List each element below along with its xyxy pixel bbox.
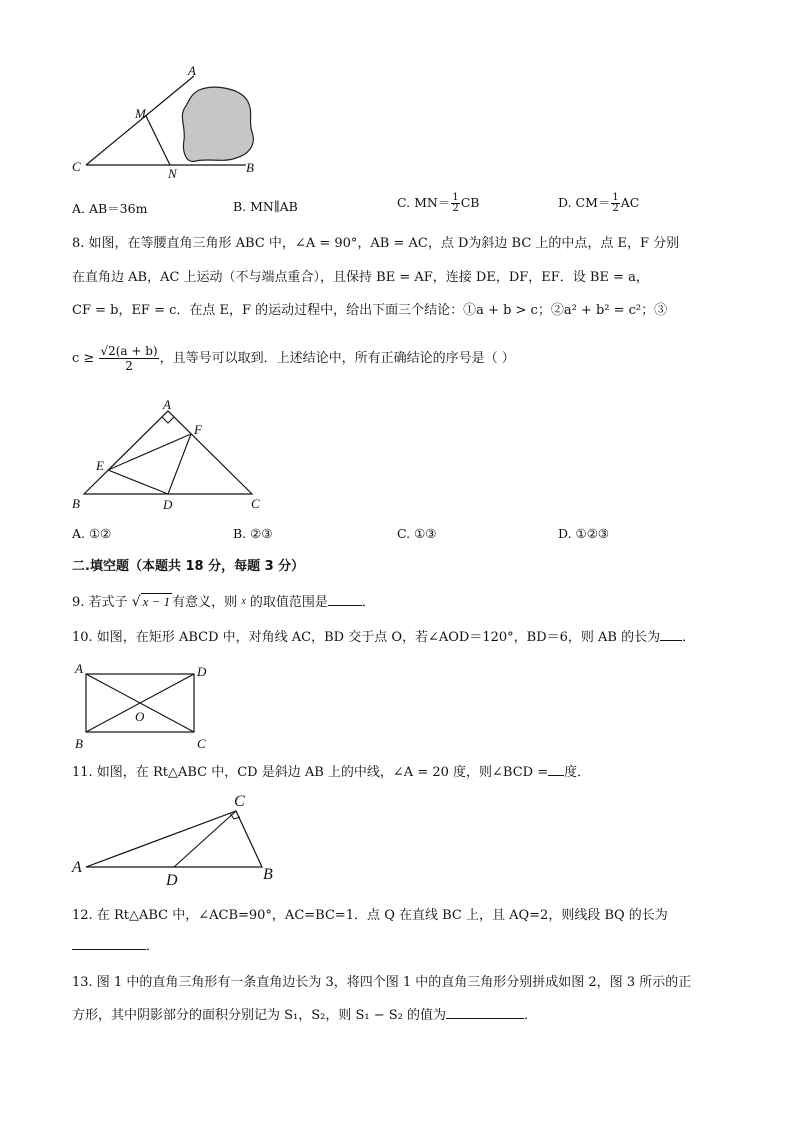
q8-option-a: A. ①② <box>72 526 112 541</box>
q12-answer-blank <box>72 949 146 950</box>
q7-pond-blob <box>182 87 253 161</box>
q11-suffix: 度． <box>564 765 591 780</box>
q11-label-D: D <box>166 872 178 889</box>
q8-fraction: $\frac{√2(a + b)}{2}$ <box>100 344 158 373</box>
q12-period: ． <box>146 939 160 954</box>
q10-line <box>72 629 695 647</box>
q7-option-c-fraction: $\frac{1}{2}$ <box>452 192 459 214</box>
q11-median-CD <box>174 811 236 867</box>
q7-option-c <box>397 193 479 214</box>
q10-answer-blank <box>660 640 682 641</box>
q13-line-2 <box>72 1007 537 1025</box>
q11-figure <box>64 786 294 890</box>
q12-line: 12. 在 Rt△ABC 中，∠ACB=90°，AC=BC=1．点 Q 在直线 BC 上，且 AQ=2，则线段 BQ 的长为 <box>72 908 668 923</box>
q7-option-d-suffix: AC <box>620 195 640 210</box>
q8-option-b: B. ②③ <box>233 526 273 541</box>
q8-label-A: A <box>163 397 171 412</box>
q9-answer-blank <box>328 605 362 606</box>
q11-label-B: B <box>263 866 273 883</box>
q8-option-d: D. ①②③ <box>558 526 610 541</box>
q7-label-A: A <box>188 63 196 78</box>
q8-label-D: D <box>163 497 173 512</box>
q7-option-d-fraction: $\frac{1}{2}$ <box>612 192 619 214</box>
q9-suffix: 的取值范围是 <box>249 595 328 610</box>
sqrt-sign: √ <box>131 594 141 610</box>
q8-segment-ED <box>108 470 168 494</box>
q13-answer-blank <box>446 1018 524 1019</box>
q8-label-B: B <box>72 496 80 511</box>
q8-option-c: C. ①③ <box>397 526 437 541</box>
q13-line-2-text: 方形，其中阴影部分的面积分别记为 S₁，S₂，则 S₁ − S₂ 的值为 <box>72 1008 447 1023</box>
q8-right-angle-mark <box>162 417 174 423</box>
q8-line-1: 8. 如图，在等腰直角三角形 ABC 中，∠A = 90°，AB = AC，点 D为斜边 BC 上的中点，点 E，F 分别 <box>72 236 680 251</box>
q9-prefix: 9. 若式子 <box>72 595 128 610</box>
q9-period: ． <box>361 595 375 610</box>
q10-period: ． <box>682 630 696 645</box>
q11-triangle-ABC <box>86 811 262 867</box>
q10-label-C: C <box>197 736 206 751</box>
q11-answer-blank <box>548 775 564 776</box>
q8-line-4-suffix: ，且等号可以取到．上述结论中，所有正确结论的序号是（ ） <box>159 351 515 366</box>
q11-label-C: C <box>234 793 245 810</box>
q8-label-C: C <box>251 496 260 511</box>
q8-line-4 <box>72 344 515 373</box>
q7-option-a: A. AB＝36m <box>72 201 148 216</box>
q9-variable: x <box>241 596 246 607</box>
q7-label-M: M <box>135 106 146 121</box>
q10-label-D: D <box>197 664 207 679</box>
q10-label-A: A <box>75 661 83 676</box>
q7-option-d-prefix: D. CM＝ <box>558 195 611 210</box>
section-2-title: 二.填空题（本题共 18 分，每题 3 分） <box>72 559 305 574</box>
q7-line-MN <box>146 116 170 165</box>
q8-label-E: E <box>96 458 104 473</box>
q12-answer-line <box>72 938 159 956</box>
q10-label-O: O <box>135 709 145 724</box>
q9-radicand: x − 1 <box>142 594 171 609</box>
q10-text: 10. 如图，在矩形 ABCD 中，对角线 AC，BD 交于点 O，若∠AOD＝120°，BD＝6，则 AB 的长为 <box>72 630 661 645</box>
q7-label-B: B <box>246 160 254 175</box>
q7-label-N: N <box>168 166 177 181</box>
q13-line-1: 13. 图 1 中的直角三角形有一条直角边长为 3，将四个图 1 中的直角三角形分别拼成如图 2，图 3 所示的正 <box>72 975 692 990</box>
q10-label-B: B <box>75 736 83 751</box>
q7-label-C: C <box>72 159 81 174</box>
q11-line <box>72 764 590 782</box>
q8-figure <box>64 396 274 514</box>
q9-middle: 有意义，则 <box>172 595 238 610</box>
q7-option-c-suffix: CB <box>460 195 480 210</box>
q10-figure <box>64 658 224 754</box>
q9-line <box>72 593 375 612</box>
q8-label-F: F <box>194 422 202 437</box>
q7-figure <box>64 60 274 185</box>
q7-option-b: B. MN∥AB <box>233 199 298 214</box>
q7-option-c-prefix: C. MN＝ <box>397 195 451 210</box>
q8-line-3: CF = b，EF = c．在点 E，F 的运动过程中，给出下面三个结论：①a + b > c；②a² + b² = c²；③ <box>72 303 668 318</box>
q11-text: 11. 如图，在 Rt△ABC 中，CD 是斜边 AB 上的中线，∠A = 20 度，则∠BCD = <box>72 765 549 780</box>
q11-label-A: A <box>72 859 82 876</box>
q8-line-4-prefix: c ≥ <box>72 351 95 366</box>
q8-segment-EF <box>108 434 191 470</box>
q7-option-d <box>558 193 639 214</box>
q13-period: ． <box>524 1008 538 1023</box>
q8-line-2: 在直角边 AB，AC 上运动（不与端点重合），且保持 BE = AF，连接 DE，DF，EF．设 BE = a， <box>72 270 649 285</box>
